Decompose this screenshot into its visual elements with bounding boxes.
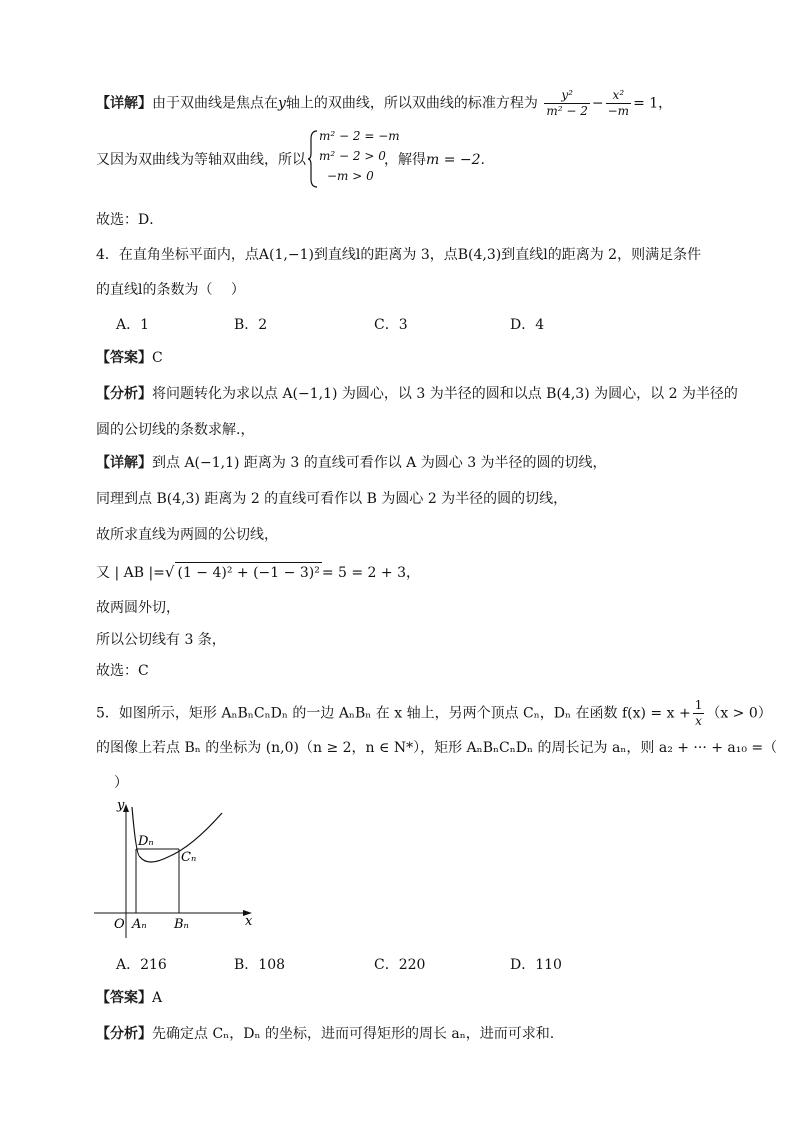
option-a: A．1 [116,317,150,333]
q4-stem-line2: 的直线l的条数为（ ） [96,282,245,298]
q4-detail-line1: 【详解】到点 A(−1,1) 距离为 3 的直线可看作以 A 为圆心 3 为半径的圆的切线， [96,455,607,471]
answer-value: C [152,350,163,366]
q5-answer [96,988,162,1008]
analysis-tag: 【分析】 [96,386,152,402]
detail-paragraph-2-end: ，解得m = −2. [384,152,485,168]
option-c: C．3 [374,317,408,333]
option-b: B．2 [234,317,268,333]
q4-detail-line3: 故所求直线为两圆的公切线， [96,527,278,543]
brace-icon [307,129,319,189]
sqrt-expression: (1 − 4)² + (−1 − 3)² [175,562,321,583]
q5-stem-line1: 5．如图所示，矩形 AₙBₙCₙDₙ 的一边 AₙBₙ 在 x 轴上，另两个顶点 Cₙ，Dₙ 在函数 f(x) = x + $\frac{1}{x}$ （x > 0） [96,698,772,728]
q4-detail-line2: 同理到点 B(4,3) 距离为 2 的直线可看作以 B 为圆心 2 为半径的圆的切线， [96,491,568,507]
q4-stem-line1: 4．在直角坐标平面内，点A(1,−1)到直线l的距离为 3，点B(4,3)到直线l的距离为 2，则满足条件 [96,247,702,263]
fraction: $\frac{\text{x²}}{-m}$ [607,88,630,118]
origin-label: O [114,917,125,932]
q5-stem-line2: 的图像上若点 Bₙ 的坐标为 (n,0)（n ≥ 2，n ∈ N*），矩形 AₙBₙCₙDₙ 的周长记为 aₙ，则 a₂ + ··· + a₁₀ =（ [96,740,778,756]
detail-tag: 【详解】 [96,95,152,112]
point-d-label: Dₙ [138,834,154,849]
q4-detail-line5: 故两圆外切， [96,600,180,616]
option-b: B．108 [234,957,286,973]
detail-paragraph-1: 【详解】由于双曲线是焦点在y轴上的双曲线，所以双曲线的标准方程为 $\frac{\text{y²}}{\text{m² − 2}}$ − $\frac{\text{x²}}{-m}$ = 1， [96,88,673,118]
answer-tag: 【答案】 [96,990,152,1006]
result: m = −2. [426,152,485,168]
text-segment: 由于双曲线是焦点在 [152,95,278,112]
q4-options [116,315,544,335]
system-row: −m > 0 [327,169,374,183]
equation-system [307,129,400,189]
y-label: y [117,798,125,813]
q4-analysis-line2: 圆的公切线的条数求解.， [96,422,255,438]
q4-analysis-line1: 【分析】将问题转化为求以点 A(−1,1) 为圆心，以 3 为半径的圆和以点 B(4,3) 为圆心，以 2 为半径的 [96,386,738,402]
point-b-label: Bₙ [174,917,189,932]
point-c-label: Cₙ [181,850,197,865]
fraction: $\frac{1}{x}$ [694,698,703,728]
system-row: m² − 2 = −m [319,129,400,143]
choose-line: 故选：D． [96,212,164,228]
answer-value: A [152,990,163,1006]
x-label: x [245,914,253,929]
option-c: C．220 [374,957,426,973]
point-a-label: Aₙ [132,917,147,932]
equation-end: = 1， [633,95,673,112]
system-row: m² − 2 > 0 [319,149,386,163]
q4-choose: 故选：C [96,663,149,679]
option-a: A．216 [116,957,167,973]
option-d: D．110 [510,957,562,973]
answer-tag: 【答案】 [96,350,152,366]
q5-analysis: 【分析】先确定点 Cₙ，Dₙ 的坐标，进而可得矩形的周长 aₙ，进而可求和. [96,1026,555,1042]
q4-detail-line4: 又 | AB |=√ (1 − 4)² + (−1 − 3)² = 5 = 2 + 3， [96,563,420,581]
text-segment: 轴上的双曲线，所以双曲线的标准方程为 [285,95,538,112]
detail-paragraph-2 [96,150,306,170]
analysis-tag: 【分析】 [96,1026,152,1042]
q5-figure [92,795,272,945]
q4-answer [96,348,163,368]
detail-tag: 【详解】 [96,455,152,471]
math-var: y [278,95,286,112]
q5-options [116,955,562,975]
option-d: D．4 [510,317,545,333]
fraction: $\frac{\text{y²}}{\text{m² − 2}}$ [546,88,588,118]
q4-detail-line6: 所以公切线有 3 条， [96,632,226,648]
text-segment: 又因为双曲线为等轴双曲线，所以 [96,152,306,168]
q5-stem-line3: ） [114,775,128,791]
